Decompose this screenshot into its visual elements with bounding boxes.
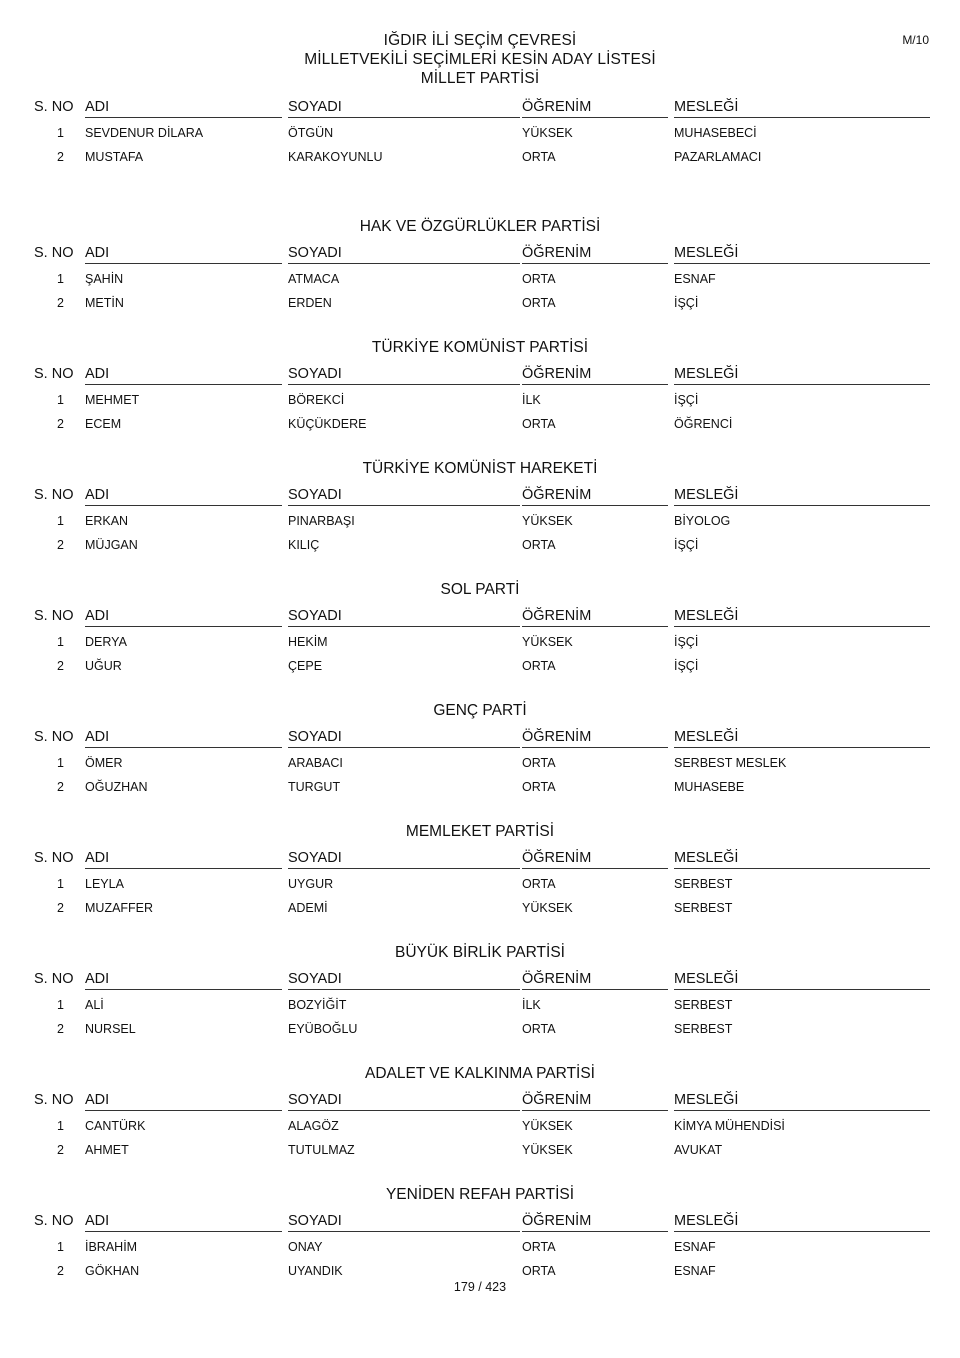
- cell-meslek: MUHASEBECİ: [674, 126, 757, 140]
- cell-meslek: SERBEST: [674, 998, 733, 1012]
- table-row: [30, 900, 930, 918]
- party-title: GENÇ PARTİ: [433, 702, 527, 719]
- cell-soyadi: ALAGÖZ: [288, 1119, 339, 1133]
- table-row: [30, 634, 930, 652]
- column-header-meslek: MESLEĞİ: [674, 850, 930, 869]
- column-header-adi: ADI: [85, 971, 282, 990]
- cell-no: 1: [57, 126, 64, 140]
- cell-no: 1: [57, 1119, 64, 1133]
- cell-meslek: SERBEST: [674, 1022, 733, 1036]
- cell-meslek: BİYOLOG: [674, 514, 731, 528]
- column-header-adi: ADI: [85, 608, 282, 627]
- table-row: [30, 416, 930, 434]
- table-row: [30, 392, 930, 410]
- cell-ogrenim: ORTA: [522, 1264, 556, 1278]
- cell-soyadi: ATMACA: [288, 272, 340, 286]
- column-header-no: S. NO: [34, 729, 74, 745]
- column-header-adi: ADI: [85, 1092, 282, 1111]
- cell-ogrenim: YÜKSEK: [522, 635, 573, 649]
- cell-soyadi: EYÜBOĞLU: [288, 1022, 358, 1036]
- cell-adi: MUSTAFA: [85, 150, 144, 164]
- cell-ogrenim: YÜKSEK: [522, 1119, 573, 1133]
- column-header-adi: ADI: [85, 729, 282, 748]
- party-section: [30, 701, 930, 822]
- cell-ogrenim: ORTA: [522, 272, 556, 286]
- column-header-no: S. NO: [34, 487, 74, 503]
- party-title: ADALET VE KALKINMA PARTİSİ: [364, 1065, 595, 1082]
- cell-no: 1: [57, 514, 64, 528]
- cell-meslek: AVUKAT: [674, 1143, 723, 1157]
- cell-meslek: ESNAF: [674, 272, 716, 286]
- cell-no: 1: [57, 1240, 64, 1254]
- party-title: TÜRKİYE KOMÜNİST PARTİSİ: [371, 339, 589, 356]
- cell-no: 1: [57, 756, 64, 770]
- column-header-adi: ADI: [85, 1213, 282, 1232]
- column-header-meslek: MESLEĞİ: [674, 1092, 930, 1111]
- cell-ogrenim: YÜKSEK: [522, 126, 573, 140]
- column-header-no: S. NO: [34, 850, 74, 866]
- cell-soyadi: TUTULMAZ: [288, 1143, 355, 1157]
- column-header-adi: ADI: [85, 366, 282, 385]
- column-header-row: [30, 487, 930, 507]
- party-section: [30, 96, 930, 217]
- cell-no: 2: [57, 1143, 64, 1157]
- column-header-ogrenim: ÖĞRENİM: [522, 245, 668, 264]
- cell-adi: GÖKHAN: [85, 1264, 140, 1278]
- cell-soyadi: TURGUT: [288, 780, 341, 794]
- cell-no: 1: [57, 998, 64, 1012]
- party-title: HAK VE ÖZGÜRLÜKLER PARTİSİ: [359, 218, 601, 235]
- cell-no: 1: [57, 393, 64, 407]
- cell-no: 2: [57, 150, 64, 164]
- cell-meslek: İŞÇİ: [674, 538, 699, 552]
- column-header-adi: ADI: [85, 850, 282, 869]
- cell-soyadi: UYANDIK: [288, 1264, 343, 1278]
- cell-soyadi: ÖTGÜN: [288, 126, 334, 140]
- column-header-row: [30, 608, 930, 628]
- cell-adi: DERYA: [85, 635, 127, 649]
- column-header-ogrenim: ÖĞRENİM: [522, 608, 668, 627]
- column-header-meslek: MESLEĞİ: [674, 971, 930, 990]
- cell-adi: CANTÜRK: [85, 1119, 146, 1133]
- column-header-soyadi: SOYADI: [288, 1213, 520, 1232]
- cell-adi: MÜJGAN: [85, 538, 138, 552]
- column-header-no: S. NO: [34, 366, 74, 382]
- cell-ogrenim: ORTA: [522, 538, 556, 552]
- column-header-adi: ADI: [85, 99, 282, 118]
- cell-adi: MUZAFFER: [85, 901, 154, 915]
- column-header-soyadi: SOYADI: [288, 729, 520, 748]
- party-title: TÜRKİYE KOMÜNİST HAREKETİ: [362, 460, 598, 477]
- column-header-soyadi: SOYADI: [288, 487, 520, 506]
- column-header-row: [30, 1213, 930, 1233]
- cell-ogrenim: ORTA: [522, 150, 556, 164]
- cell-adi: OĞUZHAN: [85, 780, 148, 794]
- cell-soyadi: PINARBAŞI: [288, 514, 355, 528]
- column-header-ogrenim: ÖĞRENİM: [522, 1092, 668, 1111]
- page-code: M/10: [902, 33, 929, 47]
- column-header-ogrenim: ÖĞRENİM: [522, 729, 668, 748]
- cell-meslek: ESNAF: [674, 1264, 716, 1278]
- cell-no: 2: [57, 1022, 64, 1036]
- cell-meslek: PAZARLAMACI: [674, 150, 762, 164]
- cell-adi: NURSEL: [85, 1022, 136, 1036]
- party-section: [30, 943, 930, 1064]
- column-header-no: S. NO: [34, 99, 74, 115]
- column-header-row: [30, 99, 930, 119]
- table-row: [30, 149, 930, 167]
- column-header-meslek: MESLEĞİ: [674, 99, 930, 118]
- column-header-ogrenim: ÖĞRENİM: [522, 366, 668, 385]
- column-header-ogrenim: ÖĞRENİM: [522, 99, 668, 118]
- cell-soyadi: HEKİM: [288, 635, 328, 649]
- cell-meslek: SERBEST: [674, 901, 733, 915]
- table-row: [30, 1142, 930, 1160]
- party-title: BÜYÜK BİRLİK PARTİSİ: [395, 944, 565, 961]
- cell-ogrenim: İLK: [522, 393, 541, 407]
- cell-adi: ŞAHİN: [85, 272, 124, 286]
- cell-adi: SEVDENUR DİLARA: [85, 126, 204, 140]
- column-header-no: S. NO: [34, 1213, 74, 1229]
- column-header-row: [30, 729, 930, 749]
- cell-adi: LEYLA: [85, 877, 124, 891]
- column-header-no: S. NO: [34, 1092, 74, 1108]
- column-header-soyadi: SOYADI: [288, 608, 520, 627]
- cell-ogrenim: ORTA: [522, 659, 556, 673]
- table-row: [30, 1118, 930, 1136]
- cell-soyadi: ÇEPE: [288, 659, 323, 673]
- column-header-ogrenim: ÖĞRENİM: [522, 850, 668, 869]
- cell-ogrenim: ORTA: [522, 296, 556, 310]
- cell-adi: ECEM: [85, 417, 122, 431]
- cell-soyadi: BÖREKCİ: [288, 393, 345, 407]
- cell-ogrenim: ORTA: [522, 877, 556, 891]
- cell-meslek: ESNAF: [674, 1240, 716, 1254]
- table-row: [30, 755, 930, 773]
- table-row: [30, 271, 930, 289]
- column-header-meslek: MESLEĞİ: [674, 729, 930, 748]
- column-header-soyadi: SOYADI: [288, 850, 520, 869]
- cell-no: 2: [57, 296, 64, 310]
- column-header-adi: ADI: [85, 487, 282, 506]
- table-row: [30, 779, 930, 797]
- cell-meslek: İŞÇİ: [674, 393, 699, 407]
- table-row: [30, 1239, 930, 1257]
- cell-soyadi: KÜÇÜKDERE: [288, 417, 367, 431]
- table-row: [30, 513, 930, 531]
- cell-no: 1: [57, 272, 64, 286]
- party-section: [30, 459, 930, 580]
- column-header-no: S. NO: [34, 245, 74, 261]
- cell-meslek: KİMYA MÜHENDİSİ: [674, 1119, 785, 1133]
- column-header-row: [30, 366, 930, 386]
- cell-adi: UĞUR: [85, 659, 122, 673]
- table-row: [30, 997, 930, 1015]
- cell-meslek: ÖĞRENCİ: [674, 417, 733, 431]
- party-section: [30, 822, 930, 943]
- page-number: 179 / 423: [453, 1280, 507, 1294]
- cell-ogrenim: ORTA: [522, 1240, 556, 1254]
- cell-ogrenim: YÜKSEK: [522, 1143, 573, 1157]
- table-row: [30, 295, 930, 313]
- cell-soyadi: BOZYİĞİT: [288, 998, 347, 1012]
- cell-ogrenim: ORTA: [522, 756, 556, 770]
- column-header-meslek: MESLEĞİ: [674, 366, 930, 385]
- column-header-adi: ADI: [85, 245, 282, 264]
- table-row: [30, 1021, 930, 1039]
- table-row: [30, 658, 930, 676]
- cell-no: 1: [57, 877, 64, 891]
- candidate-lists: [30, 96, 930, 1306]
- column-header-meslek: MESLEĞİ: [674, 245, 930, 264]
- cell-meslek: İŞÇİ: [674, 635, 699, 649]
- cell-ogrenim: YÜKSEK: [522, 901, 573, 915]
- cell-soyadi: KILIÇ: [288, 538, 320, 552]
- cell-ogrenim: ORTA: [522, 780, 556, 794]
- cell-meslek: İŞÇİ: [674, 296, 699, 310]
- cell-soyadi: ERDEN: [288, 296, 332, 310]
- cell-no: 1: [57, 635, 64, 649]
- table-row: [30, 876, 930, 894]
- column-header-soyadi: SOYADI: [288, 99, 520, 118]
- cell-adi: MEHMET: [85, 393, 140, 407]
- column-header-soyadi: SOYADI: [288, 366, 520, 385]
- header-line-2: MİLLETVEKİLİ SEÇİMLERİ KESİN ADAY LİSTESİ: [304, 51, 656, 68]
- cell-soyadi: ARABACI: [288, 756, 343, 770]
- party-section: [30, 580, 930, 701]
- cell-adi: METİN: [85, 296, 124, 310]
- cell-no: 2: [57, 1264, 64, 1278]
- column-header-row: [30, 245, 930, 265]
- cell-soyadi: ONAY: [288, 1240, 323, 1254]
- column-header-soyadi: SOYADI: [288, 245, 520, 264]
- table-row: [30, 1263, 930, 1281]
- cell-meslek: SERBEST: [674, 877, 733, 891]
- cell-no: 2: [57, 659, 64, 673]
- cell-meslek: MUHASEBE: [674, 780, 745, 794]
- cell-ogrenim: ORTA: [522, 417, 556, 431]
- column-header-row: [30, 971, 930, 991]
- cell-adi: ALİ: [85, 998, 104, 1012]
- cell-soyadi: ADEMİ: [288, 901, 328, 915]
- column-header-meslek: MESLEĞİ: [674, 487, 930, 506]
- cell-soyadi: UYGUR: [288, 877, 334, 891]
- cell-soyadi: KARAKOYUNLU: [288, 150, 383, 164]
- cell-ogrenim: YÜKSEK: [522, 514, 573, 528]
- column-header-ogrenim: ÖĞRENİM: [522, 487, 668, 506]
- document-header: [0, 31, 960, 88]
- column-header-meslek: MESLEĞİ: [674, 1213, 930, 1232]
- column-header-meslek: MESLEĞİ: [674, 608, 930, 627]
- cell-no: 2: [57, 538, 64, 552]
- party-title: YENİDEN REFAH PARTİSİ: [385, 1186, 575, 1203]
- cell-ogrenim: ORTA: [522, 1022, 556, 1036]
- table-row: [30, 125, 930, 143]
- party-title: SOL PARTİ: [440, 581, 520, 598]
- party-section: [30, 1064, 930, 1185]
- party-section: [30, 338, 930, 459]
- table-row: [30, 537, 930, 555]
- column-header-row: [30, 1092, 930, 1112]
- header-line-3: MİLLET PARTİSİ: [420, 70, 540, 87]
- party-section: [30, 217, 930, 338]
- column-header-soyadi: SOYADI: [288, 971, 520, 990]
- cell-adi: ERKAN: [85, 514, 129, 528]
- party-title: MEMLEKET PARTİSİ: [405, 823, 555, 840]
- column-header-row: [30, 850, 930, 870]
- cell-meslek: SERBEST MESLEK: [674, 756, 787, 770]
- cell-ogrenim: İLK: [522, 998, 541, 1012]
- column-header-no: S. NO: [34, 971, 74, 987]
- cell-no: 2: [57, 780, 64, 794]
- column-header-ogrenim: ÖĞRENİM: [522, 1213, 668, 1232]
- column-header-ogrenim: ÖĞRENİM: [522, 971, 668, 990]
- cell-adi: ÖMER: [85, 756, 123, 770]
- cell-no: 2: [57, 901, 64, 915]
- cell-adi: AHMET: [85, 1143, 129, 1157]
- cell-adi: İBRAHİM: [85, 1240, 138, 1254]
- header-line-1: IĞDIR İLİ SEÇİM ÇEVRESİ: [383, 32, 577, 49]
- column-header-soyadi: SOYADI: [288, 1092, 520, 1111]
- column-header-no: S. NO: [34, 608, 74, 624]
- cell-meslek: İŞÇİ: [674, 659, 699, 673]
- cell-no: 2: [57, 417, 64, 431]
